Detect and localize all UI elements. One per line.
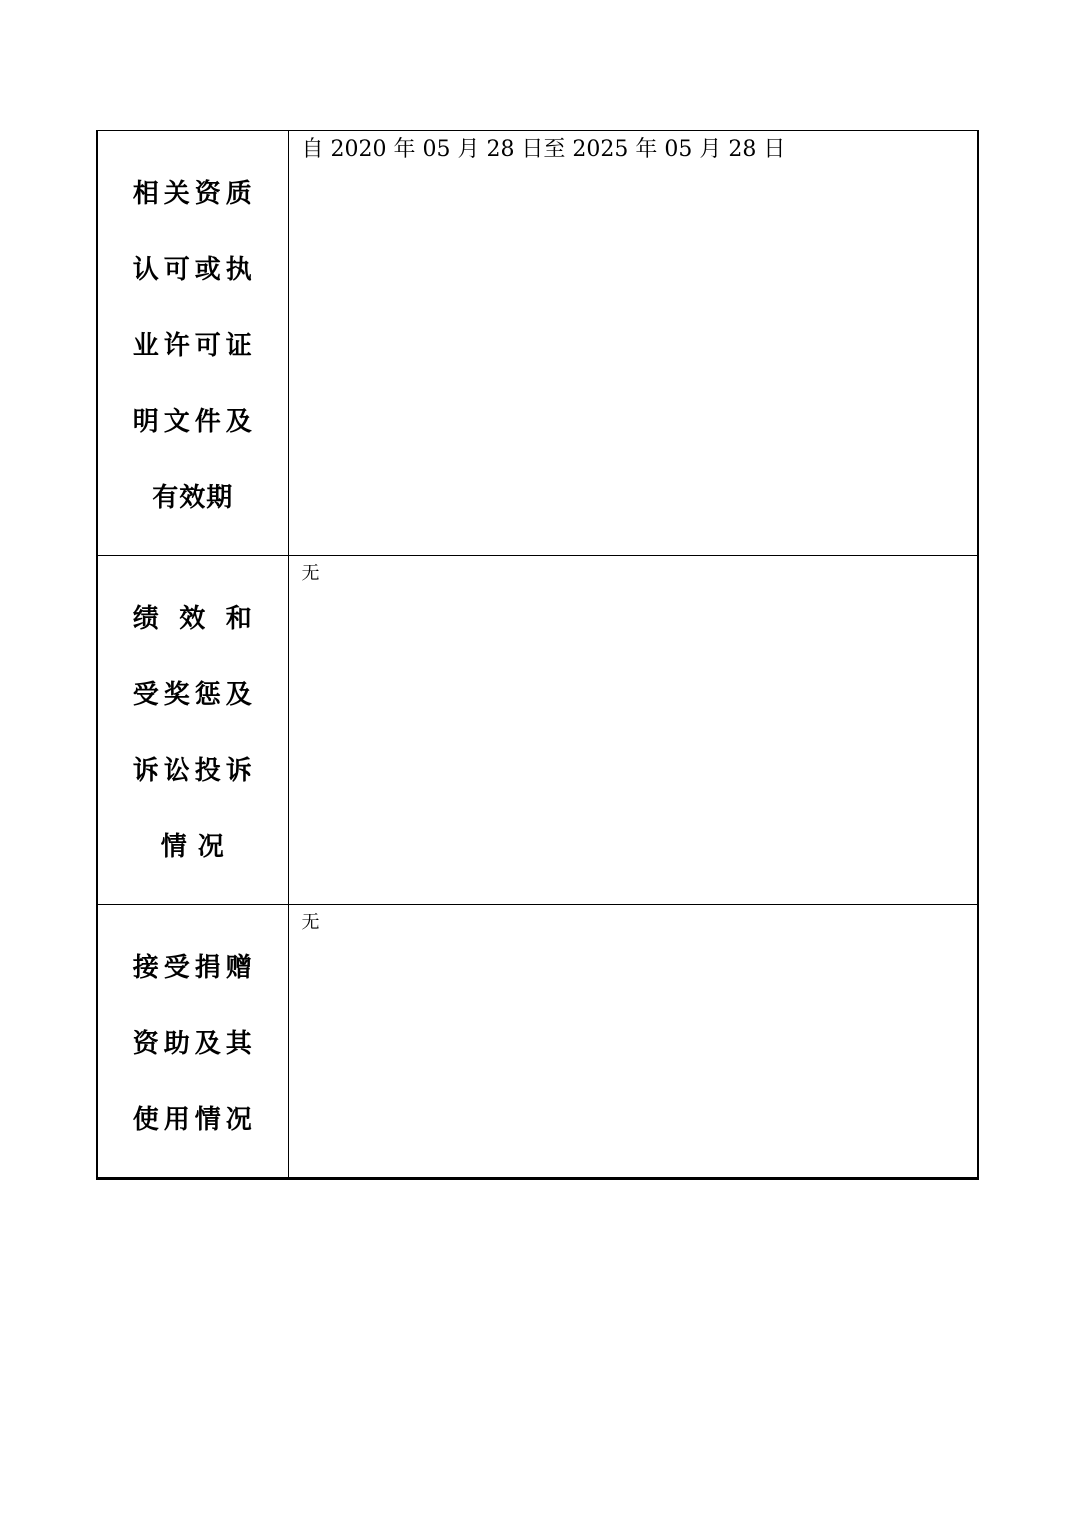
label-line: 诉讼投诉 <box>132 756 253 786</box>
row-label-performance <box>97 556 288 905</box>
table-row-performance <box>97 556 978 905</box>
label-line: 有效期 <box>152 483 234 513</box>
label-line: 业许可证 <box>132 331 253 361</box>
label-line: 使用情况 <box>132 1105 253 1135</box>
row-value-donations <box>288 905 978 1179</box>
label-line: 明文件及 <box>132 407 253 437</box>
row-value-performance <box>288 556 978 905</box>
label-line: 绩 效 和 <box>132 604 253 634</box>
donations-text: 无 <box>301 912 320 933</box>
row-value-qualification <box>288 131 978 556</box>
row-label-donations <box>97 905 288 1179</box>
label-line: 接受捐赠 <box>132 953 253 983</box>
row-label-qualification <box>97 131 288 556</box>
qualification-validity-text: 自 2020 年 05 月 28 日至 2025 年 05 月 28 日 <box>301 137 786 162</box>
label-line: 认可或执 <box>132 255 253 285</box>
table-row-qualification <box>97 131 978 556</box>
label-line: 受奖惩及 <box>132 680 253 710</box>
performance-text: 无 <box>301 563 320 584</box>
org-info-table <box>96 130 979 1180</box>
label-line: 情 况 <box>160 832 225 862</box>
label-text <box>133 131 253 555</box>
label-line: 资助及其 <box>132 1029 253 1059</box>
table-row-donations <box>97 905 978 1179</box>
label-text <box>133 556 253 904</box>
label-line: 相关资质 <box>132 179 253 209</box>
label-text <box>133 905 253 1177</box>
